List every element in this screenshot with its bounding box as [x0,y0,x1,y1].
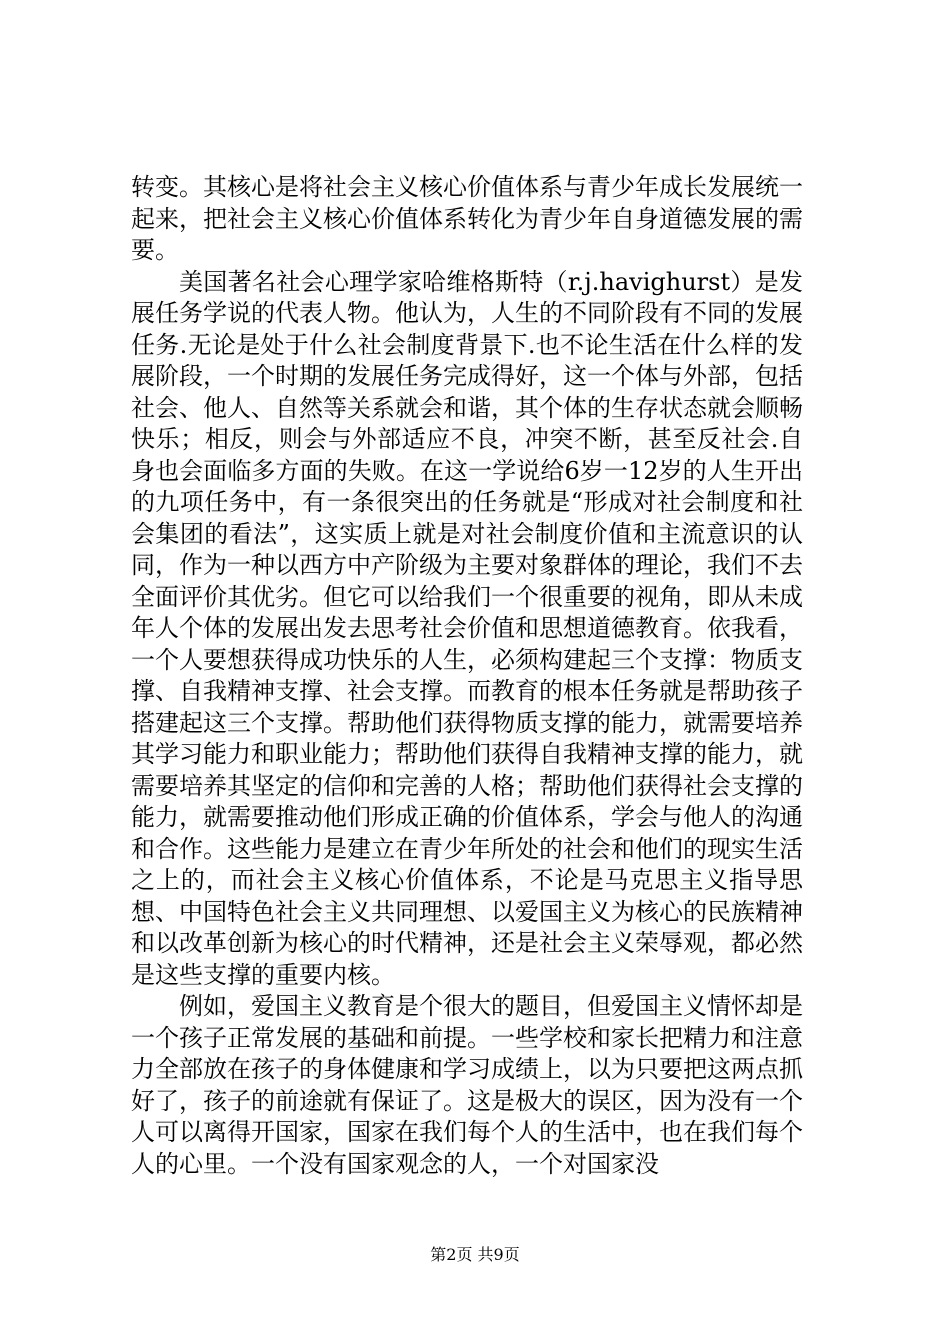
body-text [131,172,803,1180]
paragraph-3: 例如，爱国主义教育是个很大的题目，但爱国主义情怀却是一个孩子正常发展的基础和前提。一些学校和家长把精力和注意力全部放在孩子的身体健康和学习成绩上，以为只要把这两点抓好了，孩子的前途就有保证了。这是极大的误区，因为没有一个人可以离得开国家，国家在我们每个人的生活中，也在我们每个人的心里。一个没有国家观念的人，一个对国家没 [131,992,803,1178]
paragraph-2: 美国著名社会心理学家哈维格斯特（r.j.havighurst）是发展任务学说的代表人物。他认为，人生的不同阶段有不同的发展任务.无论是处于什么社会制度背景下.也不论生活在什么样的发展阶段，一个时期的发展任务完成得好，这一个体与外部，包括社会、他人、自然等关系就会和谐，其个体的生存状态就会顺畅快乐；相反，则会与外部适应不良，冲突不断，甚至反社会.自身也会面临多方面的失败。在这一学说给6岁一12岁的人生开出的九项任务中，有一条很突出的任务就是“形成对社会制度和社会集团的看法”，这实质上就是对社会制度价值和主流意识的认同，作为一种以西方中产阶级为主要对象群体的理论，我们不去全面评价其优劣。但它可以给我们一个很重要的视角，即从未成年人个体的发展出发去思考社会价值和思想道德教育。依我看，一个人要想获得成功快乐的人生，必须构建起三个支撑：物质支撑、自我精神支撑、社会支撑。而教育的根本任务就是帮助孩子搭建起这三个支撑。帮助他们获得物质支撑的能力，就需要培养其学习能力和职业能力；帮助他们获得自我精神支撑的能力，就需要培养其坚定的信仰和完善的人格；帮助他们获得社会支撑的能力，就需要推动他们形成正确的价值体系，学会与他人的沟通和合作。这些能力是建立在青少年所处的社会和他们的现实生活之上的，而社会主义核心价值体系，不论是马克思主义指导思想、中国特色社会主义共同理想、以爱国主义为核心的民族精神和以改革创新为核心的时代精神，还是社会主义荣辱观，都必然是这些支撑的重要内核。 [131,267,803,989]
page-number-footer: 第2页 共9页 [430,1245,520,1264]
paragraph-1: 转变。其核心是将社会主义核心价值体系与青少年成长发展统一起来，把社会主义核心价值体系转化为青少年自身道德发展的需要。 [131,173,803,264]
